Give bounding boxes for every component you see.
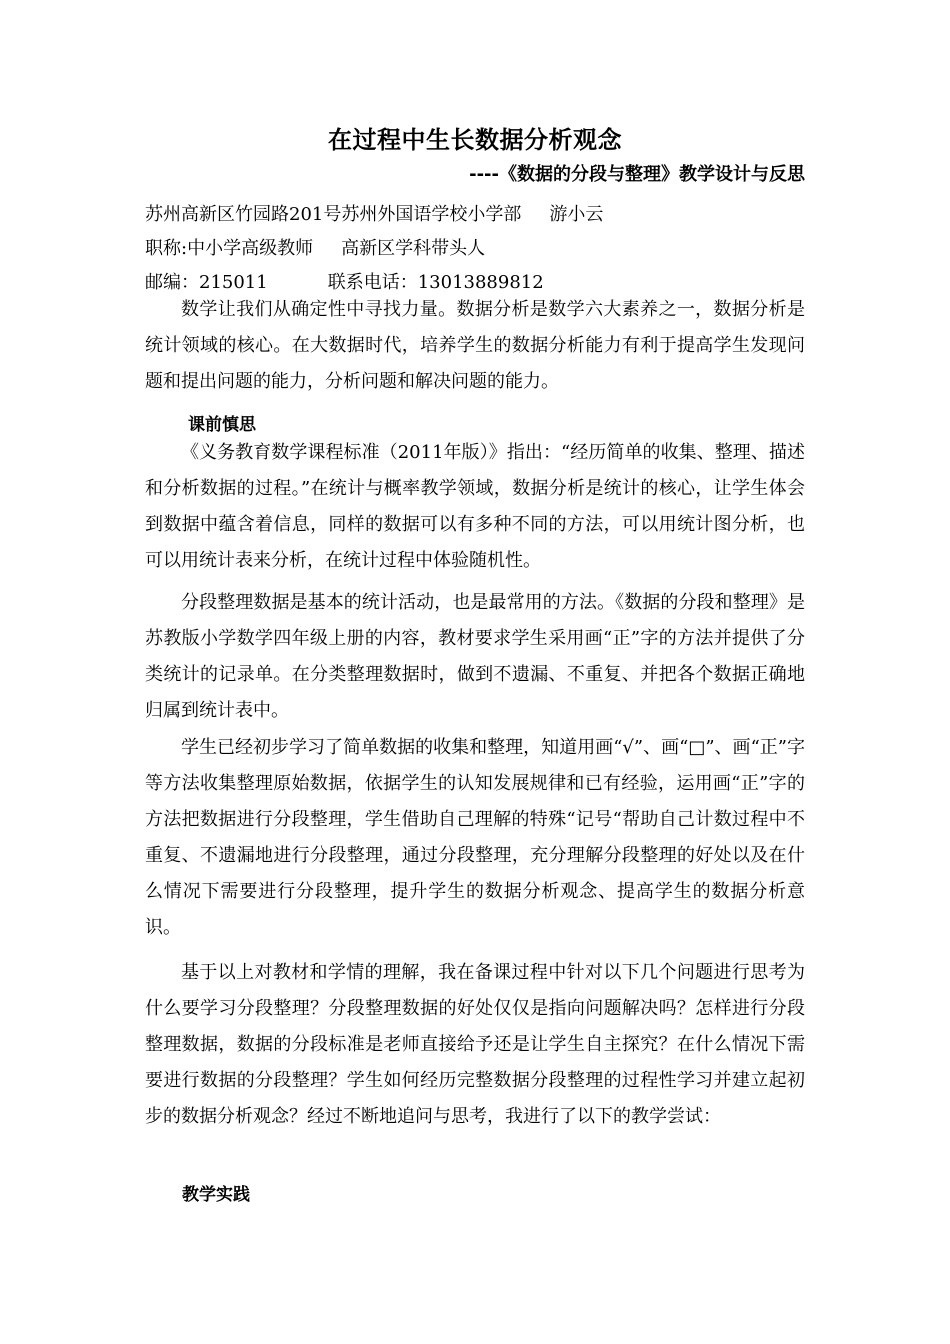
author-address-line bbox=[145, 200, 603, 226]
paragraph-student-background: 学生已经初步学习了简单数据的收集和整理，知道用画“√”、画“□”、画“正”字等方法收集整理原始数据，依据学生的认知发展规律和已有经验，运用画“正”字的方法把数据进行分段整理，学生借助自己理解的特殊“记号“帮助自己计数过程中不重复、不遗漏地进行分段整理，通过分段整理，充分理解分段整理的好处以及在什么情况下需要进行分段整理，提升学生的数据分析观念、提高学生的数据分析意识。 bbox=[145, 737, 805, 938]
author-name: 游小云 bbox=[549, 204, 604, 225]
section-heading-precourse: 课前慎思 bbox=[188, 415, 256, 435]
paragraph-curriculum-standard: 《义务教育数学课程标准（2011年版）》指出：“经历简单的收集、整理、描述和分析数据的过程。”在统计与概率教学领域，数据分析是统计的核心，让学生体会到数据中蕴含着信息，同样的数据可以有多种不同的方法，可以用统计图分析，也可以用统计表来分析，在统计过程中体验随机性。 bbox=[145, 442, 805, 571]
author-address: 苏州高新区竹园路201号苏州外国语学校小学部 bbox=[145, 204, 522, 225]
author-postcode: 邮编：215011 bbox=[145, 272, 268, 293]
author-title: 职称:中小学高级教师 bbox=[145, 238, 314, 259]
author-phone: 联系电话：13013889812 bbox=[327, 272, 544, 293]
document-title: 在过程中生长数据分析观念 bbox=[328, 126, 622, 154]
author-title-line bbox=[145, 234, 485, 260]
author-role: 高新区学科带头人 bbox=[341, 238, 486, 259]
author-contact-line bbox=[145, 268, 544, 294]
document-subtitle: ----《数据的分段与整理》教学设计与反思 bbox=[469, 164, 805, 185]
paragraph-segment-data: 分段整理数据是基本的统计活动，也是最常用的方法。《数据的分段和整理》是苏教版小学数学四年级上册的内容，教材要求学生采用画“正”字的方法并提供了分类统计的记录单。在分类整理数据时，做到不遗漏、不重复、并把各个数据正确地归属到统计表中。 bbox=[145, 592, 805, 721]
intro-paragraph: 数学让我们从确定性中寻找力量。数据分析是数学六大素养之一，数据分析是统计领域的核心。在大数据时代，培养学生的数据分析能力有利于提高学生发现问题和提出问题的能力，分析问题和解决问题的能力。 bbox=[145, 299, 805, 392]
section-heading-practice: 教学实践 bbox=[182, 1185, 250, 1205]
paragraph-questions: 基于以上对教材和学情的理解，我在备课过程中针对以下几个问题进行思考为什么要学习分段整理？分段整理数据的好处仅仅是指向问题解决吗？怎样进行分段整理数据，数据的分段标准是老师直接给予还是让学生自主探究？在什么情况下需要进行数据的分段整理？学生如何经历完整数据分段整理的过程性学习并建立起初步的数据分析观念？经过不断地追问与思考，我进行了以下的教学尝试： bbox=[145, 962, 805, 1127]
